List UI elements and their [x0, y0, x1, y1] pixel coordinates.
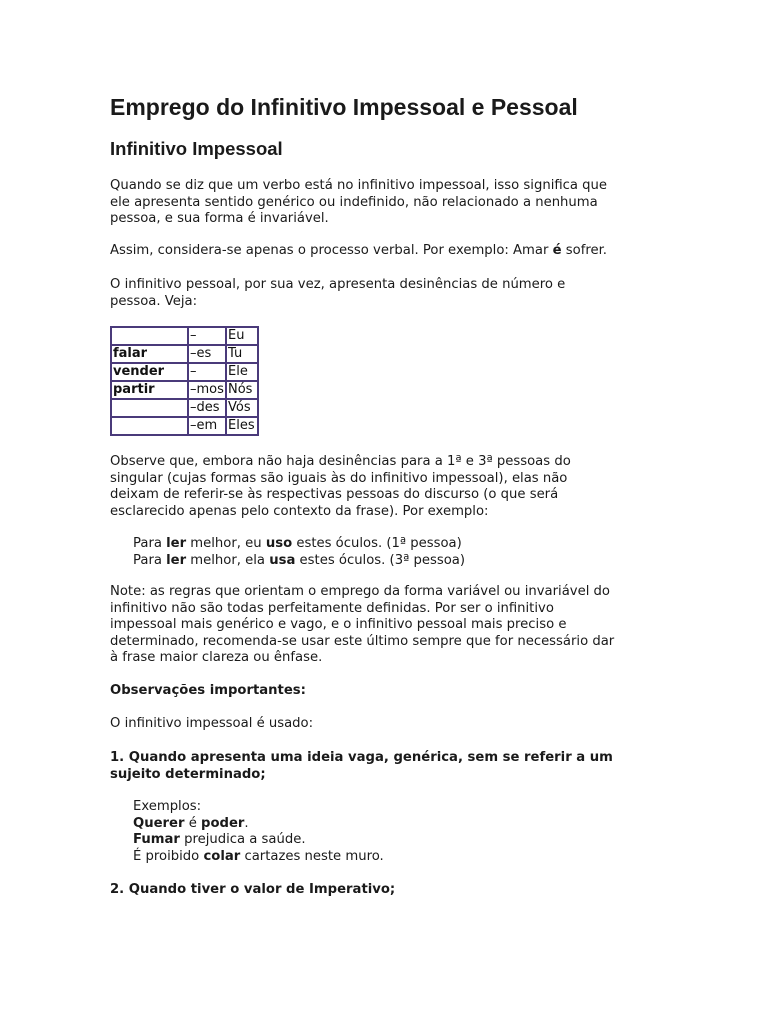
person-cell: Tu [226, 345, 258, 363]
process-text: sofrer. [561, 243, 607, 258]
rule-line: sujeito determinado; [110, 766, 266, 782]
rule-1 [110, 750, 613, 783]
rule-line: 1. Quando apresenta uma ideia vaga, genérica, sem se referir a um [110, 750, 613, 765]
note-line: Note: as regras que orientam o emprego da forma variável ou invariável do [110, 584, 610, 599]
example-line [133, 536, 465, 553]
ending-cell: – [188, 363, 226, 381]
example-text: é [184, 815, 201, 831]
table-row [111, 417, 258, 435]
verb-cell [111, 417, 188, 435]
example-text: prejudica a saúde. [179, 832, 306, 847]
verb-cell: partir [111, 381, 188, 399]
process-text: Assim, considera-se apenas o processo verbal. Por exemplo: Amar [110, 243, 553, 258]
pessoal-line: pessoa. Veja: [110, 293, 198, 309]
example-bold: ler [166, 536, 187, 551]
example-text: estes óculos. (1ª pessoa) [292, 536, 462, 551]
example-bold: usa [269, 552, 296, 568]
example-bold: poder [201, 815, 245, 831]
example-text: É proibido [133, 848, 204, 864]
example-bold: colar [203, 848, 241, 864]
note-line: determinado, recomenda-se usar este último sempre que for necessário dar [110, 633, 615, 649]
observe-line: esclarecido apenas pelo contexto da frase). Por exemplo: [110, 503, 489, 519]
example-line [133, 849, 384, 866]
process-bold: é [552, 243, 562, 258]
observations-heading: Observações importantes: [110, 683, 306, 698]
example-bold: ler [166, 552, 187, 568]
example-text: . [244, 815, 249, 831]
person-cell: Eu [226, 327, 258, 345]
pessoal-line: O infinitivo pessoal, por sua vez, apresenta desinências de número e [110, 277, 566, 292]
example-text: melhor, ela [186, 552, 270, 568]
table-row [111, 363, 258, 381]
table-row [111, 399, 258, 417]
person-cell: Ele [226, 363, 258, 381]
observe-line: deixam de referir-se às respectivas pessoas do discurso (o que será [110, 487, 559, 502]
verb-cell: falar [111, 345, 188, 363]
usage-intro: O infinitivo impessoal é usado: [110, 716, 314, 731]
person-cell: Eles [226, 417, 258, 435]
ending-cell: –des [188, 399, 226, 417]
example-text: Para [133, 536, 167, 551]
example-line [133, 553, 465, 570]
observe-line: singular (cujas formas são iguais às do infinitivo impessoal), elas não [110, 470, 568, 486]
note-paragraph [110, 584, 614, 667]
note-line: impessoal mais genérico e vago, e o infinitivo pessoal mais preciso e [110, 617, 567, 632]
rule-2: 2. Quando tiver o valor de Imperativo; [110, 882, 396, 897]
table-row [111, 345, 258, 363]
person-cell: Vós [226, 399, 258, 417]
desinence-table [110, 326, 259, 436]
process-paragraph [110, 243, 607, 260]
ending-cell: –mos [188, 381, 226, 399]
note-line: à frase maior clareza ou ênfase. [110, 650, 323, 665]
intro-paragraph [110, 178, 607, 228]
intro-line: ele apresenta sentido genérico ou indefinido, não relacionado a nenhuma [110, 194, 598, 210]
example-bold: Fumar [133, 832, 180, 847]
example-bold: uso [265, 536, 293, 551]
verb-cell: vender [111, 363, 188, 381]
intro-line: pessoa, e sua forma é invariável. [110, 211, 329, 226]
example-line [133, 832, 384, 849]
examples-label: Exemplos: [133, 799, 202, 814]
verb-cell [111, 327, 188, 345]
example-bold: Querer [133, 815, 185, 831]
ending-cell: – [188, 327, 226, 345]
ending-cell: –em [188, 417, 226, 435]
observe-line: Observe que, embora não haja desinências para a 1ª e 3ª pessoas do [110, 454, 571, 469]
process-line [110, 243, 607, 260]
note-line: infinitivo não são todas perfeitamente definidas. Por ser o infinitivo [110, 600, 554, 616]
ending-cell: –es [188, 345, 226, 363]
verb-cell [111, 399, 188, 417]
person-cell: Nós [226, 381, 258, 399]
pessoal-paragraph [110, 277, 565, 310]
page-title: Emprego do Infinitivo Impessoal e Pessoal [110, 94, 578, 120]
example-text: cartazes neste muro. [240, 848, 384, 864]
section-heading: Infinitivo Impessoal [110, 138, 283, 159]
example-line [133, 816, 384, 833]
example-text: estes óculos. (3ª pessoa) [295, 552, 466, 568]
example-text: Para [133, 552, 167, 568]
example-block [133, 536, 465, 569]
intro-line: Quando se diz que um verbo está no infinitivo impessoal, isso significa que [110, 178, 608, 193]
example-text: melhor, eu [186, 536, 266, 551]
table-row [111, 327, 258, 345]
observe-paragraph [110, 454, 571, 520]
table-row [111, 381, 258, 399]
examples-block [133, 799, 384, 865]
